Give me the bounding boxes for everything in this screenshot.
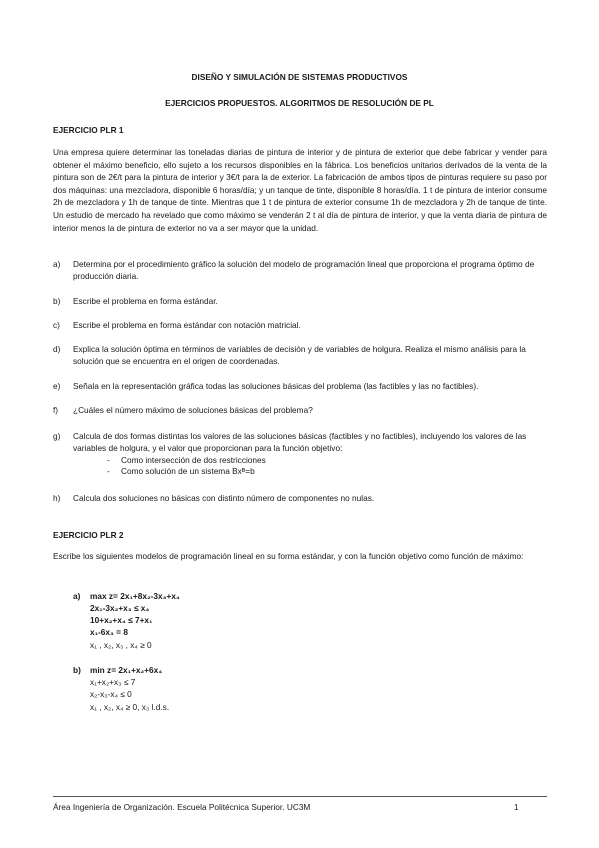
footer-divider [53,796,547,797]
bullet-item [73,466,547,478]
page-number: 1 [514,802,519,812]
item-label: h) [53,493,61,503]
bullet-item [73,455,547,467]
item-text: Señala en la representación gráfica todas las soluciones básicas del problema (las factibles y las no factibles). [73,381,479,391]
item-label: c) [53,320,60,330]
bullet-dash: - [107,466,110,477]
exercise-1-intro: Una empresa quiere determinar las toneladas diarias de pintura de interior y de pintura de exterior que debe fabricar y vender para obtener el máximo beneficio, ello sujeto a los recursos disponibles en la fábrica. Los beneficios unitarios derivados de la venta de la pintura son de 2€/t para la pintura de interior y 3€/t para la de exterior. La fabricación de ambos tipos de pinturas requiere su paso por dos máquinas: una mezcladora, disponible 6 horas/día; y un tanque de tinte, disponible 8 horas/día. 1 t de pintura de interior consume 2h de mezcladora y 1h de tanque de tinte. Mientras que 1 t de pintura de exterior consume 1h de mezcladora y 2h de tanque de tinte. Un estudio de mercado ha revelado que como máximo se venderán 2 t al día de pintura de interior, y que la venta diaria de pintura de interior menos la de pintura de exterior no va a ser mayor que la unidad. [53,147,547,233]
document-subtitle: EJERCICIOS PROPUESTOS. ALGORITMOS DE RESOLUCIÓN DE PL [165,98,434,108]
item-text: Escribe el problema en forma estándar con notación matricial. [73,320,301,330]
model-b-objective: min z= 2x₁+x₂+6x₄ [90,665,163,675]
item-label: b) [53,296,61,306]
item-label: g) [53,431,61,441]
exercise-2-heading: EJERCICIO PLR 2 [53,530,124,540]
footer-institution: Área Ingeniería de Organización. Escuela Politécnica Superior. UC3M [53,802,311,812]
item-text: Determina por el procedimiento gráfico la solución del modelo de programación lineal que proporciona el programa óptimo de producción diaria. [73,259,535,281]
item-text: Calcula dos soluciones no básicas con distinto número de componentes no nulas. [73,493,375,503]
exercise-1-heading: EJERCICIO PLR 1 [53,125,124,135]
exercise-2-intro: Escribe los siguientes modelos de programación lineal en su forma estándar, y con la función objetivo como función de máximo: [53,551,524,561]
model-a-objective: max z= 2x₁+8x₂-3x₃+x₄ [90,591,180,601]
item-text-body: Calcula de dos formas distintas los valores de las soluciones básicas (factibles y no factibles), incluyendo los valores de las variables de holgura, y el valor que proporcionan para la función objetivo: [73,431,527,453]
item-text: ¿Cuáles el número máximo de soluciones básicas del problema? [73,405,313,415]
bullet-text: Como intersección de dos restricciones [121,454,266,465]
model-b-constraint: x₁+x₂+x₃ ≤ 7 [90,677,136,687]
model-b-label: b) [73,665,81,675]
model-a-label: a) [73,591,81,601]
item-text: Explica la solución óptima en términos de variables de decisión y de variables de holgura. Realiza el mismo análisis para la solución que se encuentra en el origen de coordenadas. [73,344,526,366]
document-title: DISEÑO Y SIMULACIÓN DE SISTEMAS PRODUCTIVOS [191,72,408,82]
item-text [73,431,547,478]
item-label: e) [53,381,61,391]
bullet-dash: - [107,454,110,465]
model-b-domain: x₁ , x₂, x₄ ≥ 0, x₃ l.d.s. [90,702,170,712]
item-text: Escribe el problema en forma estándar. [73,296,218,306]
model-a-constraint: x₁-6x₃ = 8 [90,627,128,637]
item-label: f) [53,405,59,415]
model-a-nonnegativity: x₁ , x₂, x₃ , x₄ ≥ 0 [90,640,152,650]
model-a-constraint: 2x₁-3x₂+x₃ ≤ x₄ [90,603,150,613]
item-label: d) [53,344,61,354]
bullet-text: Como solución de un sistema Bxᴮ=b [121,466,255,477]
bullet-list [73,455,547,479]
model-b-constraint: x₂-x₃-x₄ ≤ 0 [90,689,132,699]
item-label: a) [53,259,61,269]
model-a-constraint: 10+x₂+x₄ ≤ 7+x₁ [90,615,153,625]
